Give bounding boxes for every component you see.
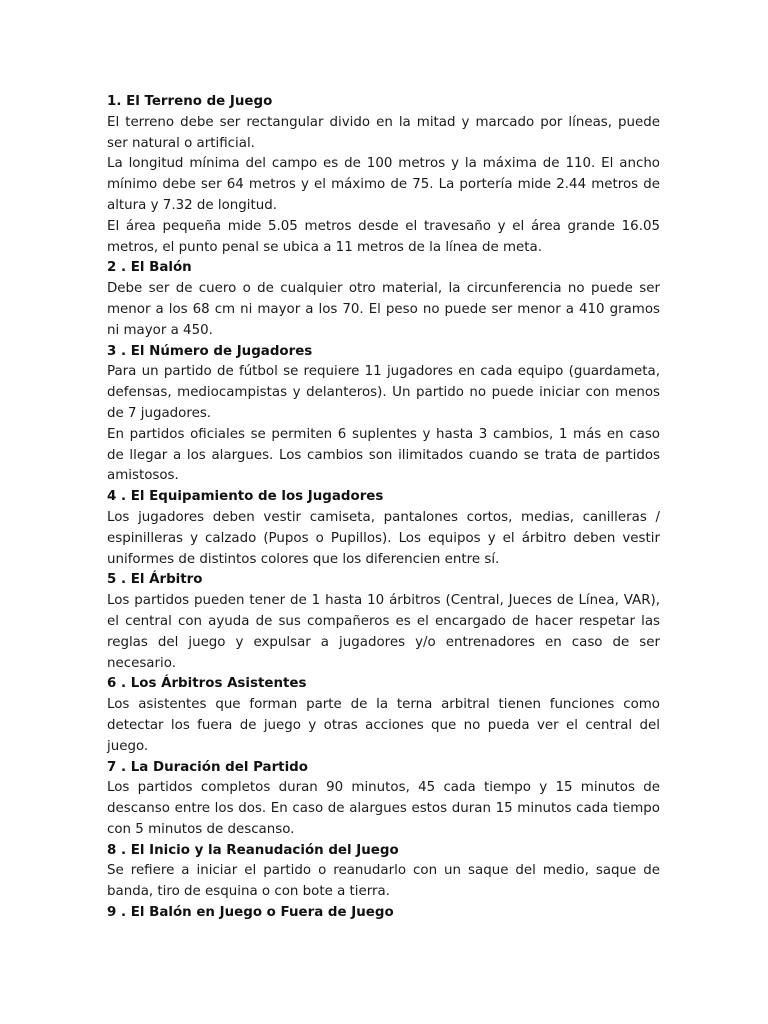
paragraph: La longitud mínima del campo es de 100 metros y la máxima de 110. El ancho mínimo debe ser 64 metros y el máximo de 75. La portería mide 2.44 metros de altura y 7.32 de longitud. xyxy=(107,156,660,213)
section xyxy=(107,674,660,757)
section-heading: 7 . La Duración del Partido xyxy=(107,759,308,775)
paragraph: El área pequeña mide 5.05 metros desde el travesaño y el área grande 16.05 metros, el punto penal se ubica a 11 metros de la línea de meta. xyxy=(107,218,660,255)
section-heading: 9 . El Balón en Juego o Fuera de Juego xyxy=(107,905,394,921)
section-heading: 4 . El Equipamiento de los Jugadores xyxy=(107,489,384,505)
section-heading: 3 . El Número de Jugadores xyxy=(107,343,313,359)
paragraph: Para un partido de fútbol se requiere 11 jugadores en cada equipo (guardameta, defensas, mediocampistas y delanteros). Un partido no puede iniciar con menos de 7 jugadores. xyxy=(107,364,660,421)
section xyxy=(107,570,660,674)
paragraph: Se refiere a iniciar el partido o reanudarlo con un saque del medio, saque de banda, tiro de esquina o con bote a tierra. xyxy=(107,863,660,900)
section-heading: 2 . El Balón xyxy=(107,260,192,276)
section-heading: 5 . El Árbitro xyxy=(107,572,203,588)
section-heading: 8 . El Inicio y la Reanudación del Juego xyxy=(107,842,399,858)
section-heading: 1. El Terreno de Juego xyxy=(107,94,273,109)
section xyxy=(107,92,660,258)
section-heading: 6 . Los Árbitros Asistentes xyxy=(107,676,307,692)
paragraph: Los partidos pueden tener de 1 hasta 10 árbitros (Central, Jueces de Línea, VAR), el central con ayuda de sus compañeros es el encargado de hacer respetar las reglas del juego y expulsar a jugadores y/o entrenadores en caso de ser necesario. xyxy=(107,593,660,671)
paragraph: En partidos oficiales se permiten 6 suplentes y hasta 3 cambios, 1 más en caso de llegar a los alargues. Los cambios son ilimitados cuando se trata de partidos amistosos. xyxy=(107,426,660,484)
paragraph: Los jugadores deben vestir camiseta, pantalones cortos, medias, canilleras / espinilleras y calzado (Pupos o Pupillos). Los equipos y el árbitro deben vestir uniformes de distintos colores que los diferencien entre sí. xyxy=(107,509,660,567)
section xyxy=(107,487,660,570)
paragraph: Los partidos completos duran 90 minutos, 45 cada tiempo y 15 minutos de descanso entre los dos. En caso de alargues estos duran 15 minutos cada tiempo con 5 minutos de descanso. xyxy=(107,780,660,837)
section xyxy=(107,258,660,341)
paragraph: Los asistentes que forman parte de la terna arbitral tienen funciones como detectar los fuera de juego y otras acciones que no pueda ver el central del juego. xyxy=(107,697,660,754)
paragraph: Debe ser de cuero o de cualquier otro material, la circunferencia no puede ser menor a los 68 cm ni mayor a los 70. El peso no puede ser menor a 410 gramos ni mayor a 450. xyxy=(107,281,660,338)
paragraph: El terreno debe ser rectangular divido en la mitad y marcado por líneas, puede ser natural o artificial. xyxy=(107,114,660,151)
section xyxy=(107,841,660,903)
section xyxy=(107,903,660,924)
section xyxy=(107,342,660,488)
section xyxy=(107,758,660,841)
